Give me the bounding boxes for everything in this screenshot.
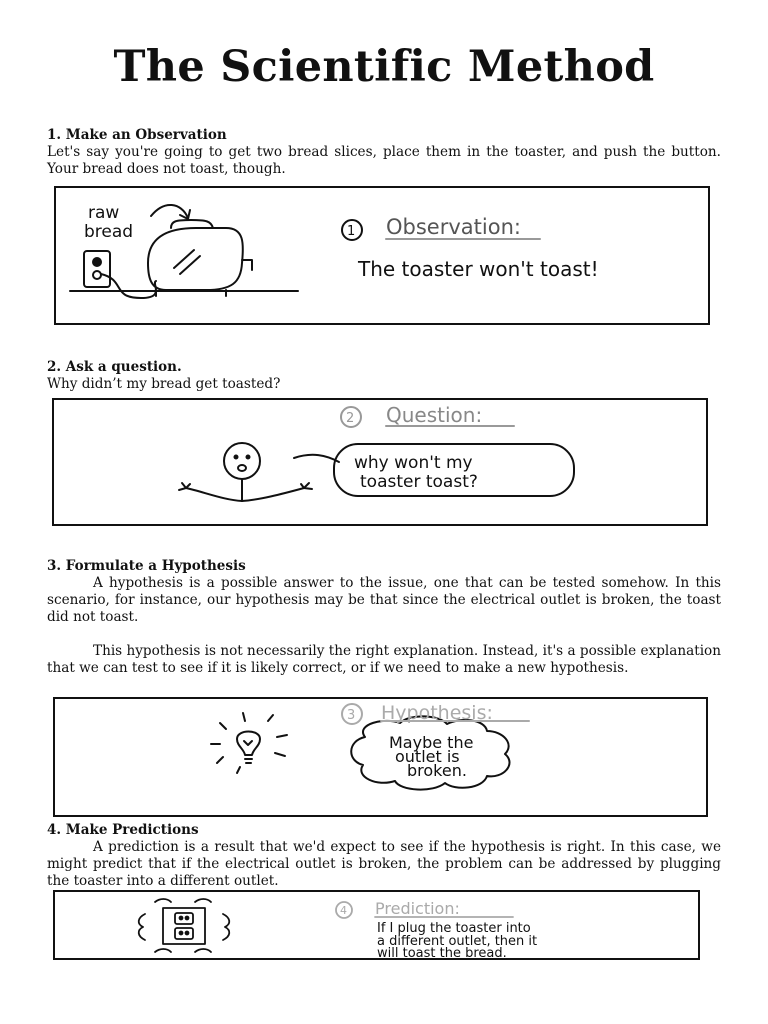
cloud-text-line3: broken. xyxy=(407,761,467,780)
step-number: 1 xyxy=(347,224,356,239)
panel-label: Hypothesis: xyxy=(381,702,493,724)
hypothesis-illustration xyxy=(53,697,708,817)
section-2-paragraph: Why didn’t my bread get toasted? xyxy=(47,376,281,392)
outlet-icon xyxy=(84,251,110,287)
panel-label: Prediction: xyxy=(375,899,460,918)
raw-bread-label-line1: raw xyxy=(88,203,120,223)
panel-label: Observation: xyxy=(386,215,521,239)
question-illustration xyxy=(52,398,708,526)
cloud-text-line1: Maybe the xyxy=(389,733,474,752)
section-3-paragraph-2: This hypothesis is not necessarily the right explanation. Instead, it's a possible explanation that we can test to see if it is likely correct, or if we need to make a new hypothesis. xyxy=(47,643,721,677)
step-number: 3 xyxy=(347,708,356,723)
panel-caption: The toaster won't toast! xyxy=(358,257,599,281)
section-4-paragraph: A prediction is a result that we'd expect to see if the hypothesis is right. In this case, we might predict that if the electrical outlet is broken, the problem can be addressed by plugging the toaster into a different outlet. xyxy=(47,839,721,890)
raw-bread-label-line2: bread xyxy=(84,222,134,242)
cloud-text-line2: outlet is xyxy=(395,747,460,766)
section-3-paragraph-1: A hypothesis is a possible answer to the issue, one that can be tested somehow. In this scenario, for instance, our hypothesis may be that since the electrical outlet is broken, the toast did not toast. xyxy=(47,575,721,626)
section-1-heading: 1. Make an Observation xyxy=(47,127,227,143)
prediction-text-line3: will toast the bread. xyxy=(377,946,507,958)
page-title: The Scientific Method xyxy=(113,42,655,92)
step-number: 4 xyxy=(340,904,347,917)
section-2-heading: 2. Ask a question. xyxy=(47,359,182,375)
section-1-paragraph: Let's say you're going to get two bread slices, place them in the toaster, and push the button. Your bread does not toast, though. xyxy=(47,144,721,178)
bubble-text-line2: toaster toast? xyxy=(360,472,478,492)
panel-label: Question: xyxy=(386,403,483,427)
prediction-illustration xyxy=(53,890,700,960)
section-4-heading: 4. Make Predictions xyxy=(47,822,199,838)
bubble-text-line1: why won't my xyxy=(354,453,473,473)
prediction-text-line2: a different outlet, then it xyxy=(377,934,538,949)
step-number: 2 xyxy=(346,411,355,426)
prediction-text-line1: If I plug the toaster into xyxy=(377,921,531,936)
observation-illustration xyxy=(54,186,710,325)
person-head-icon xyxy=(224,443,260,479)
speech-bubble-tail xyxy=(294,455,339,462)
section-3-heading: 3. Formulate a Hypothesis xyxy=(47,558,246,574)
